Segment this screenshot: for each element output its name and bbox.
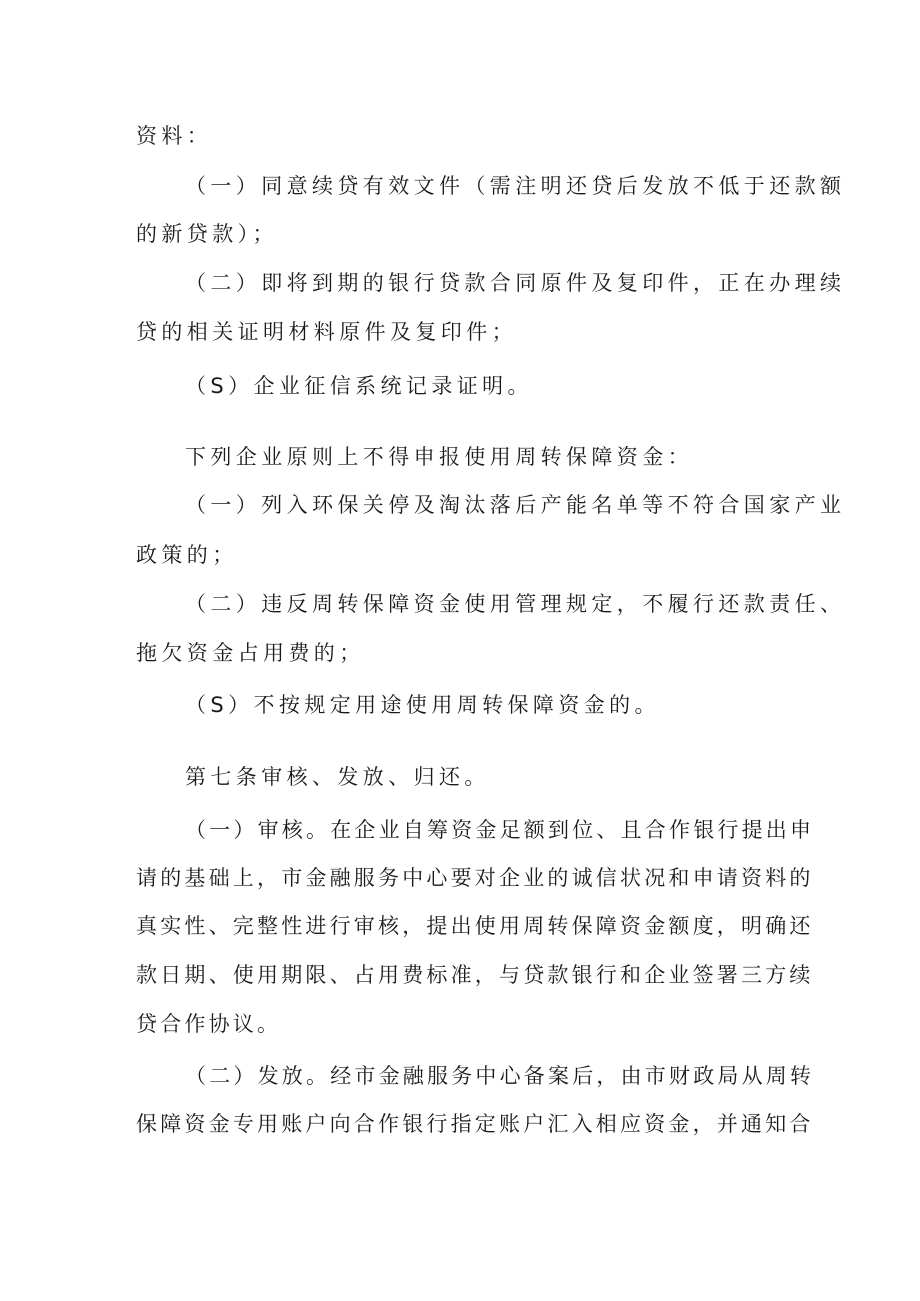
text-line-19 xyxy=(0,1056,920,1096)
line-text: 的新贷款）； xyxy=(136,222,278,246)
text-line-7 xyxy=(0,437,920,477)
line-text: 资料： xyxy=(136,124,213,148)
text-line-17 xyxy=(0,955,920,995)
text-line-12 xyxy=(0,685,920,725)
text-line-10 xyxy=(0,584,920,624)
text-line-1 xyxy=(0,116,920,156)
line-text: （二）违反周转保障资金使用管理规定，不履行还款责任、 xyxy=(185,592,846,616)
line-text: 贷合作协议。 xyxy=(136,1012,282,1036)
text-line-8 xyxy=(0,485,920,525)
text-line-13 xyxy=(0,757,920,797)
text-line-18 xyxy=(0,1004,920,1044)
line-text: 政策的； xyxy=(136,543,238,567)
text-line-4 xyxy=(0,263,920,303)
line-text: 请的基础上，市金融服务中心要对企业的诚信状况和申请资料的 xyxy=(136,866,814,890)
text-line-9 xyxy=(0,535,920,575)
line-text: 拖欠资金占用费的； xyxy=(136,641,365,665)
text-line-20 xyxy=(0,1104,920,1144)
line-text: （一）同意续贷有效文件（需注明还贷后发放不低于还款额 xyxy=(185,174,846,198)
line-text: 款日期、使用期限、占用费标准，与贷款银行和企业签署三方续 xyxy=(136,963,814,987)
line-text: 真实性、完整性进行审核，提出使用周转保障资金额度，明确还 xyxy=(136,914,814,938)
text-line-15 xyxy=(0,858,920,898)
line-text: （一）列入环保关停及淘汰落后产能名单等不符合国家产业 xyxy=(185,493,846,517)
text-line-14 xyxy=(0,810,920,850)
line-text: 第七条审核、发放、归还。 xyxy=(185,765,490,789)
line-text: （S）企业征信系统记录证明。 xyxy=(185,374,533,398)
line-text: （S）不按规定用途使用周转保障资金的。 xyxy=(185,693,660,717)
line-text: 下列企业原则上不得申报使用周转保障资金： xyxy=(185,445,693,469)
text-line-5 xyxy=(0,312,920,352)
text-line-11 xyxy=(0,633,920,673)
line-text: 贷的相关证明材料原件及复印件； xyxy=(136,320,517,344)
line-text: 保障资金专用账户向合作银行指定账户汇入相应资金，并通知合 xyxy=(136,1112,814,1136)
line-text: （一）审核。在企业自筹资金足额到位、且合作银行提出申 xyxy=(185,818,815,842)
text-line-6 xyxy=(0,366,920,406)
text-line-16 xyxy=(0,906,920,946)
text-line-2 xyxy=(0,166,920,206)
text-line-3 xyxy=(0,214,920,254)
line-text: （二）发放。经市金融服务中心备案后，由市财政局从周转 xyxy=(185,1064,815,1088)
line-text: （二）即将到期的银行贷款合同原件及复印件，正在办理续 xyxy=(185,271,846,295)
